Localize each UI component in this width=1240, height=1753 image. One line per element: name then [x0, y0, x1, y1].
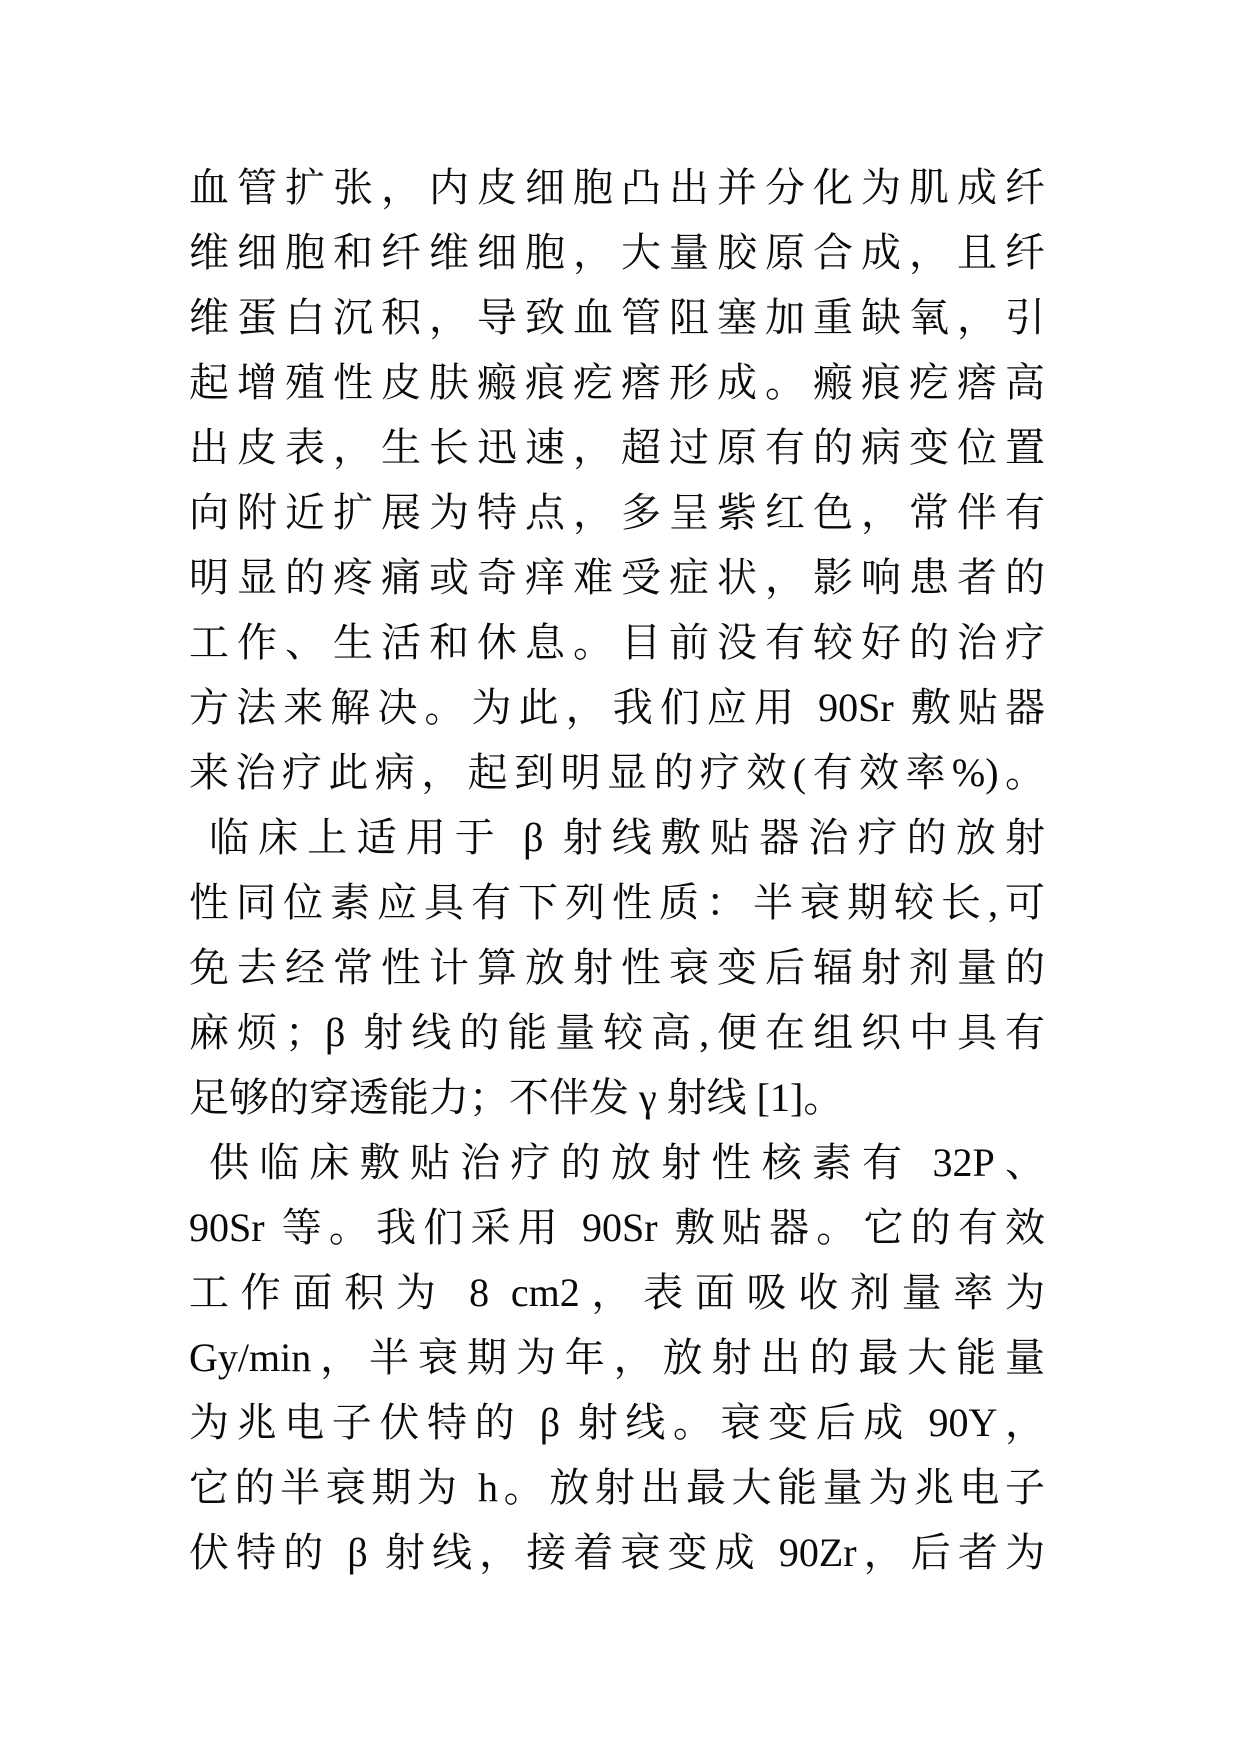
text-line: 向附近扩展为特点，多呈紫红色，常伴有	[189, 490, 1045, 535]
text-line: 为兆电子伏特的 β 射线。衰变后成 90Y，	[189, 1400, 1045, 1445]
text-line: Gy/min，半衰期为年，放射出的最大能量	[189, 1335, 1045, 1380]
text-line: 麻烦；β 射线的能量较高,便在组织中具有	[189, 1010, 1045, 1055]
text-line: 工作面积为 8 cm2，表面吸收剂量率为	[189, 1270, 1045, 1315]
text-line: 维细胞和纤维细胞，大量胶原合成，且纤	[189, 230, 1045, 275]
text-line: 免去经常性计算放射性衰变后辐射剂量的	[189, 945, 1045, 990]
text-line: 工作、生活和休息。目前没有较好的治疗	[189, 620, 1045, 665]
text-line: 它的半衰期为 h。放射出最大能量为兆电子	[189, 1465, 1045, 1510]
text-block	[189, 155, 1045, 1585]
text-line: 血管扩张，内皮细胞凸出并分化为肌成纤	[189, 165, 1045, 210]
text-line-paragraph-start: 临床上适用于 β 射线敷贴器治疗的放射	[209, 815, 1045, 860]
text-line: 90Sr 等。我们采用 90Sr 敷贴器。它的有效	[189, 1205, 1045, 1250]
text-line: 来治疗此病，起到明显的疗效(有效率%)。	[189, 750, 1045, 795]
text-line: 起增殖性皮肤瘢痕疙瘩形成。瘢痕疙瘩高	[189, 360, 1045, 405]
text-line: 方法来解决。为此，我们应用 90Sr 敷贴器	[189, 685, 1045, 730]
text-line-paragraph-end: 足够的穿透能力；不伴发 γ 射线 [1]。	[189, 1075, 844, 1120]
text-line: 明显的疼痛或奇痒难受症状，影响患者的	[189, 555, 1045, 600]
text-line: 出皮表，生长迅速，超过原有的病变位置	[189, 425, 1045, 470]
text-line: 维蛋白沉积，导致血管阻塞加重缺氧，引	[189, 295, 1045, 340]
text-line: 性同位素应具有下列性质：半衰期较长,可	[189, 880, 1045, 925]
text-line: 伏特的 β 射线，接着衰变成 90Zr，后者为	[189, 1530, 1045, 1575]
text-line-paragraph-start: 供临床敷贴治疗的放射性核素有 32P、	[209, 1140, 1045, 1185]
